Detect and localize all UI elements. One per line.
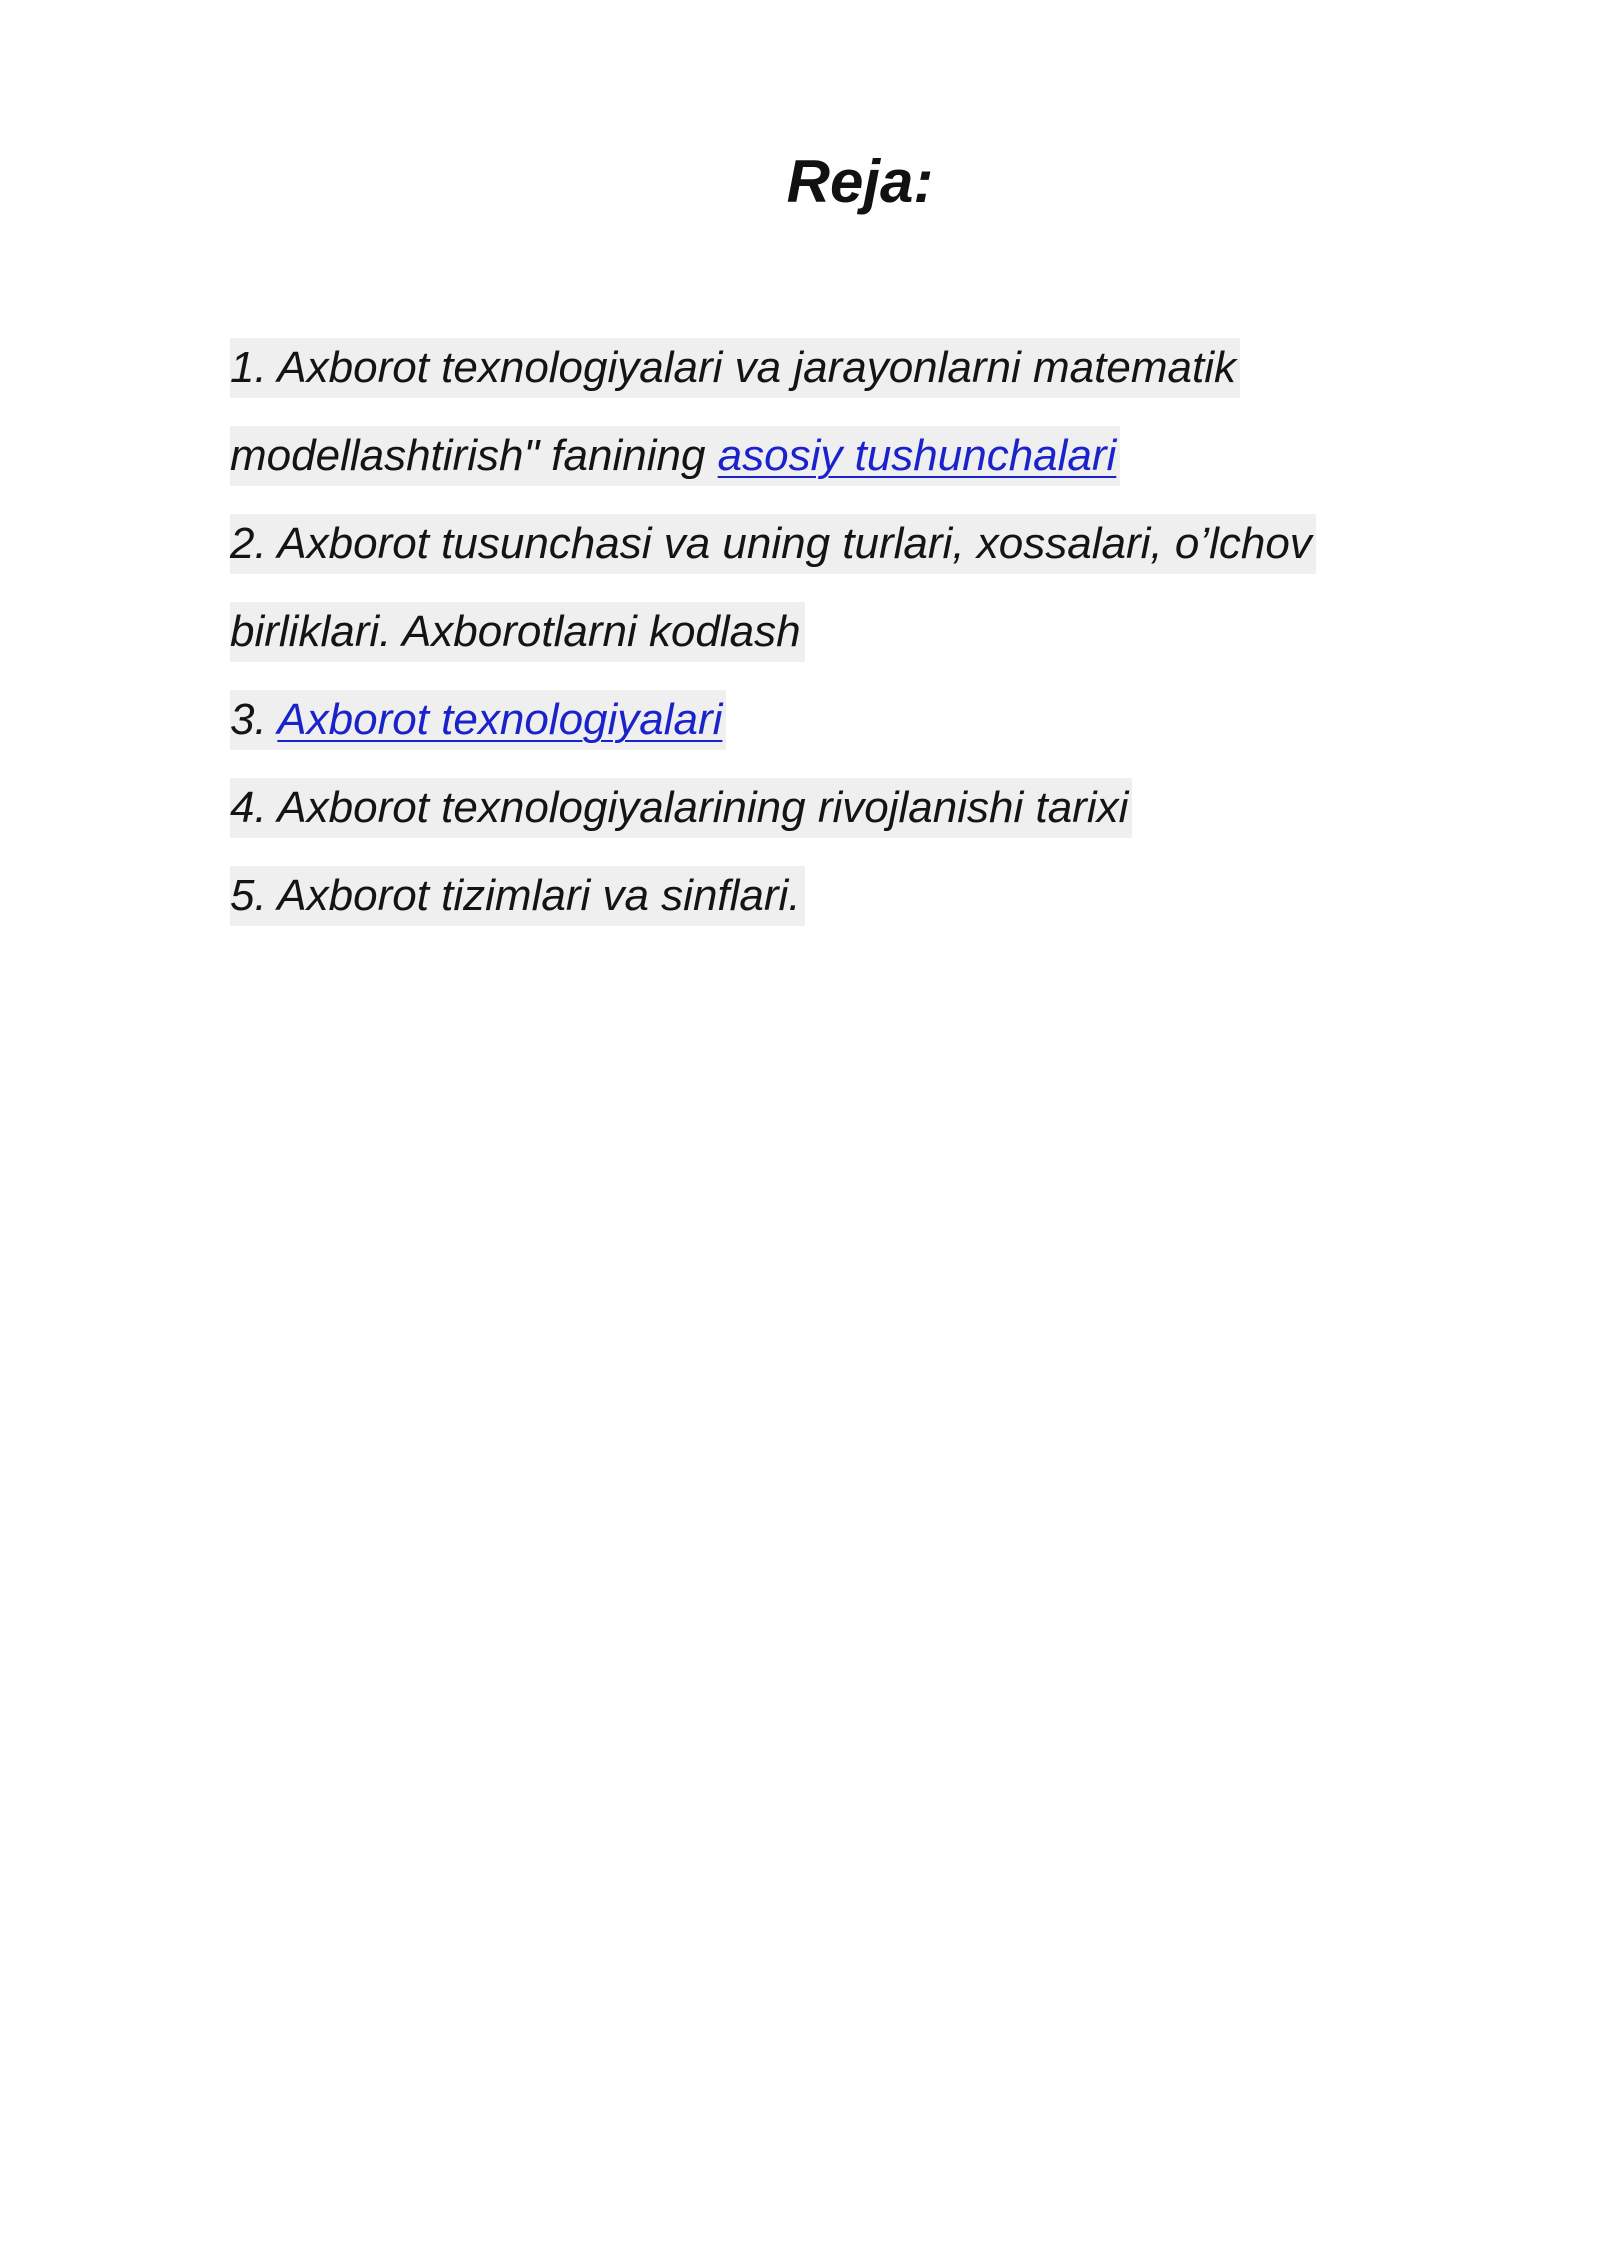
list-item-highlight: [230, 426, 1120, 486]
list-item-5: [230, 850, 1390, 938]
list-item-1-line-2: [230, 410, 1390, 498]
link-asosiy-tushunchalari[interactable]: asosiy tushunchalari: [717, 431, 1117, 481]
list-item-2-line-2: [230, 586, 1390, 674]
list-item-1-line-1: [230, 322, 1390, 410]
list-item-3: [230, 674, 1390, 762]
list-item-text: 4. Axborot texnologiyalarining rivojlanishi tarixi: [230, 778, 1132, 838]
list-item-text: 5. Axborot tizimlari va sinflari.: [230, 866, 805, 926]
list-item-number: 3.: [230, 695, 278, 745]
list-item-highlight: [230, 690, 726, 750]
list-item-4: [230, 762, 1390, 850]
list-item-text: modellashtirish" fanining: [230, 431, 718, 481]
page-title: Reja:: [786, 148, 934, 215]
list-item-text: 2. Axborot tusunchasi va uning turlari, xossalari, o’lchov: [230, 514, 1316, 574]
link-axborot-texnologiyalari[interactable]: Axborot texnologiyalari: [277, 695, 723, 745]
list-item-text: 1. Axborot texnologiyalari va jarayonlarni matematik: [230, 338, 1240, 398]
list-item-2-line-1: [230, 498, 1390, 586]
list-item-text: birliklari. Axborotlarni kodlash: [230, 602, 805, 662]
plan-list: [230, 322, 1390, 938]
